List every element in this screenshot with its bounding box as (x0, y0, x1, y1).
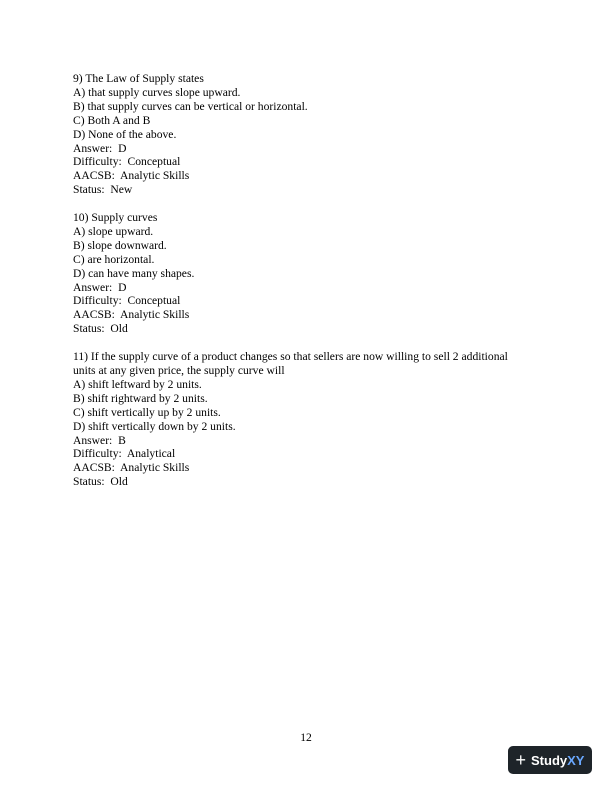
plus-icon: + (515, 750, 527, 770)
answer-option: D) None of the above. (73, 127, 177, 141)
answer-option: B) that supply curves can be vertical or horizontal. (73, 99, 308, 113)
aacsb-label: AACSB: Analytic Skills (73, 461, 190, 475)
question-10 (73, 211, 543, 336)
brand-suffix: XY (567, 752, 585, 768)
answer-option: C) shift vertically up by 2 units. (73, 405, 221, 419)
answer-option: D) shift vertically down by 2 units. (73, 419, 236, 433)
difficulty-label: Difficulty: Conceptual (73, 155, 181, 169)
question-stem-continued: units at any given price, the supply curve will (73, 364, 285, 377)
answer-option: D) can have many shapes. (73, 266, 195, 280)
aacsb-label: AACSB: Analytic Skills (73, 308, 190, 322)
status-label: Status: Old (73, 475, 128, 489)
answer-key: Answer: B (73, 433, 126, 447)
question-11 (73, 350, 543, 489)
difficulty-label: Difficulty: Analytical (73, 447, 176, 461)
answer-option: B) shift rightward by 2 units. (73, 391, 208, 405)
answer-option: C) Both A and B (73, 113, 151, 127)
document-body (73, 72, 543, 503)
question-stem: 11) If the supply curve of a product changes so that sellers are now willing to sell 2 additional (73, 350, 508, 364)
question-stem: 10) Supply curves (73, 211, 158, 225)
answer-key: Answer: D (73, 141, 127, 155)
answer-option: A) that supply curves slope upward. (73, 85, 241, 99)
answer-option: B) slope downward. (73, 238, 167, 252)
question-9 (73, 72, 543, 197)
answer-option: A) shift leftward by 2 units. (73, 377, 202, 391)
status-label: Status: Old (73, 322, 128, 336)
aacsb-label: AACSB: Analytic Skills (73, 169, 190, 183)
answer-option: A) slope upward. (73, 224, 154, 238)
brand-prefix: Study (531, 752, 568, 768)
answer-option: C) are horizontal. (73, 252, 155, 266)
answer-key: Answer: D (73, 280, 127, 294)
studyxy-badge[interactable] (508, 746, 592, 774)
difficulty-label: Difficulty: Conceptual (73, 294, 181, 308)
question-stem: 9) The Law of Supply states (73, 72, 204, 85)
page-number: 12 (300, 731, 312, 744)
status-label: Status: New (73, 183, 133, 197)
